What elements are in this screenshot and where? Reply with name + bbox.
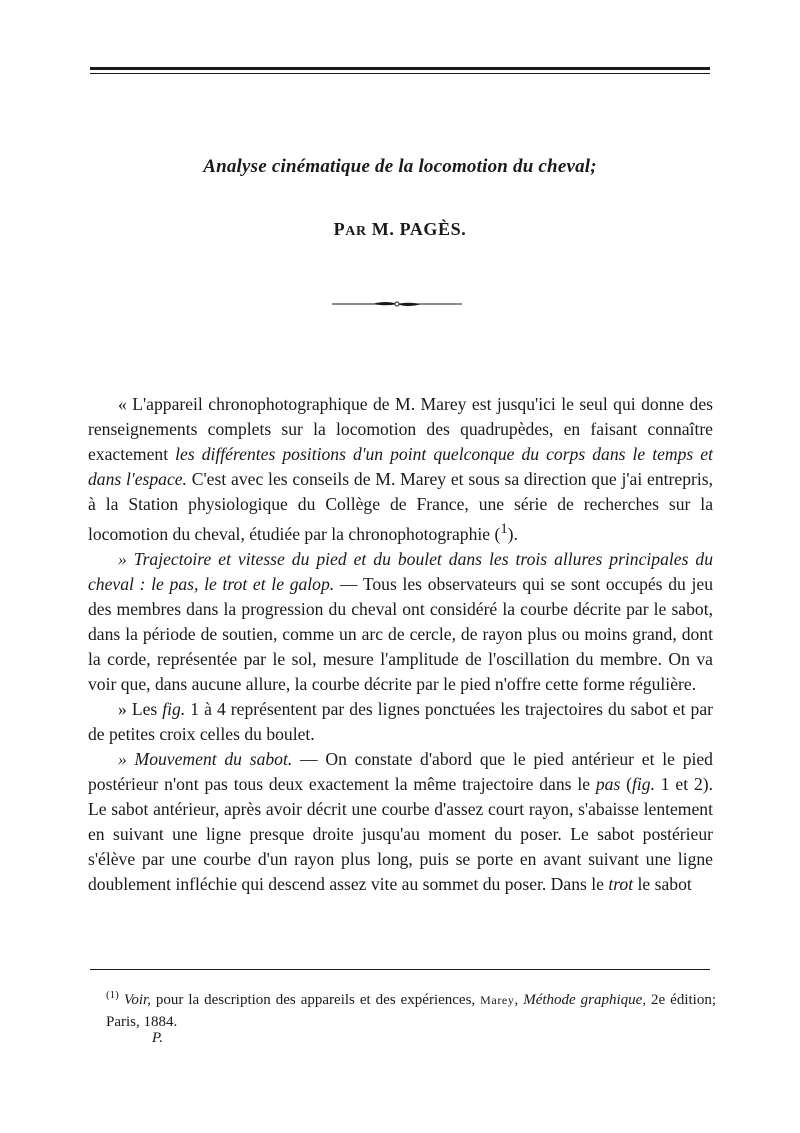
author-prefix-cap: P [333, 219, 346, 239]
footnote-ref: 1 [500, 521, 508, 537]
signature-mark: P. [152, 1030, 163, 1046]
p2-text: — Tous les observateurs qui se sont occupés du jeu des membres dans la progression du cheval ont considéré la courbe décrite par le sabot, dans la période de soutien, comme un arc de cercle, de rayon plus ou moins grand, dont la corde, représentée par le sol, mesure l'amplitude de l'oscillation du membre. On va voir que, dans aucune allure, la courbe décrite par le pied n'offre cette forme régulière. [88, 573, 713, 694]
p3-fig: fig. [162, 698, 186, 719]
footnote-voir: Voir, [123, 992, 151, 1008]
p1-italic: les différentes positions d'un point quelconque du corps dans le temps et dans l'espace. [88, 444, 713, 489]
p4-pas: pas [595, 773, 621, 794]
footnote-text-c: 2e édition; Paris, 1884. [106, 992, 717, 1030]
author-name: M. PAGÈS. [371, 219, 467, 239]
header-rule-thick [90, 67, 710, 70]
p4-italic: » Mouvement du sabot. [118, 748, 293, 769]
p4-fig: fig. [632, 773, 655, 794]
p1-text-a: « L'appareil chronophotographique de M. Marey est jusqu'ici le seul qui donne des renseignements complets sur la locomotion des quadrupèdes, en faisant connaître exactement [88, 394, 713, 464]
footnote [106, 984, 716, 1033]
p4-text-b: — On constate d'abord que le pied antérieur et le pied postérieur n'ont pas tous deux exactement la même trajectoire dans le [88, 748, 713, 794]
footnote-marker: (1) [106, 989, 119, 1001]
footnote-author: Marey [480, 993, 515, 1007]
p3-text-b: 1 à 4 représentent par des lignes ponctuées les trajectoires du sabot et par de petites croix celles du boulet. [88, 698, 714, 744]
article-author [0, 219, 800, 240]
p2-italic: » Trajectoire et vitesse du pied et du boulet dans les trois allures principales du cheval : le pas, le trot et le galop. [88, 548, 713, 594]
p4-text-e: le sabot [633, 873, 692, 894]
footnote-rule [90, 969, 710, 970]
p3-text-a: » Les [118, 698, 163, 719]
p4-text-d: 1 et 2). Le sabot antérieur, après avoir décrit une courbe d'assez court rayon, s'abaisse lentement en suivant une ligne presque droite jusqu'au moment du poser. Le sabot postérieur s'élève par une courbe d'un rayon plus long, puis se porte en avant suivant une ligne doublement infléchie qui descend assez vite au sommet du poser. Dans le [88, 773, 713, 894]
paragraph-figures [88, 697, 713, 747]
header-rule-thin [90, 73, 710, 74]
paragraph-intro [88, 392, 713, 547]
p1-text-c: ). [507, 523, 518, 544]
paragraph-mouvement [88, 747, 713, 897]
paragraph-trajectoire [88, 547, 713, 697]
p4-text-c: ( [620, 773, 632, 794]
article-title: Analyse cinématique de la locomotion du cheval; [203, 156, 597, 177]
article-body [88, 392, 713, 897]
footnote-text-a: pour la description des appareils et des expériences, [150, 992, 481, 1008]
footnote-text-b: , [514, 992, 524, 1008]
p1-text-b: C'est avec les conseils de M. Marey et sous sa direction que j'ai entrepris, à la Station physiologique du Collège de France, une série de recherches sur la locomotion du cheval, étudiée par la chronophotographie ( [88, 469, 713, 544]
author-prefix-rest: AR [345, 224, 367, 239]
title-ornament [332, 298, 462, 310]
p4-trot: trot [608, 873, 634, 894]
footnote-work: Méthode graphique, [523, 992, 647, 1008]
